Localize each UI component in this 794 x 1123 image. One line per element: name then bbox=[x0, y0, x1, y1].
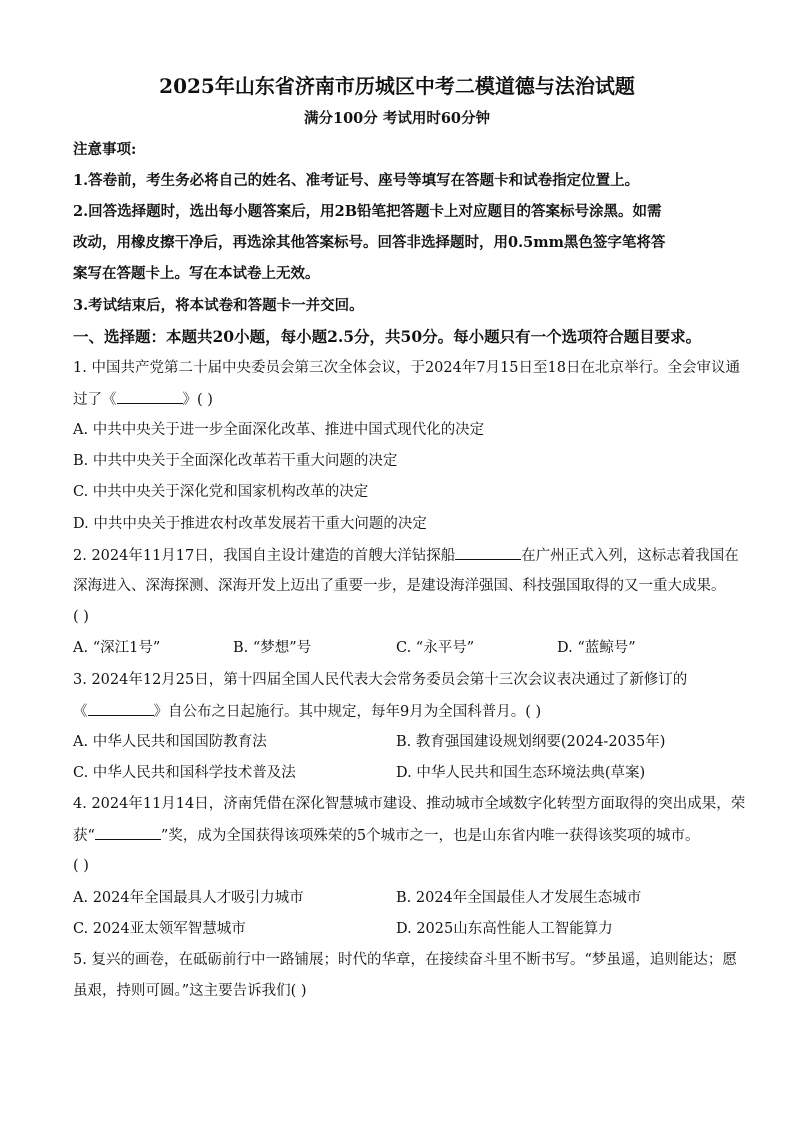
q4-option-b: B. 2024年全国最佳人才发展生态城市 bbox=[396, 890, 642, 906]
section-heading: 一、选择题：本题共20小题，每小题2.5分，共50分。每小题只有一个选项符合题目要求。 bbox=[73, 327, 702, 346]
note-item-2-line-2: 改动，用橡皮擦干净后，再选涂其他答案标号。回答非选择题时，用0.5mm黑色签字笔将答 bbox=[73, 234, 666, 251]
q4-stem-line-2 bbox=[73, 825, 700, 846]
q1-option-a: A. 中共中央关于进一步全面深化改革、推进中国式现代化的决定 bbox=[73, 422, 485, 438]
q1-option-d: D. 中共中央关于推进农村改革发展若干重大问题的决定 bbox=[73, 516, 427, 532]
q3-option-a: A. 中华人民共和国国防教育法 bbox=[73, 734, 267, 750]
q1-answer-blank bbox=[117, 389, 183, 404]
q2-stem-pre: 2. 2024年11月17日，我国自主设计建造的首艘大洋钻探船 bbox=[73, 548, 456, 564]
q4-option-a: A. 2024年全国最具人才吸引力城市 bbox=[73, 890, 304, 906]
q1-stem-line-1: 1. 中国共产党第二十届中央委员会第三次全体会议，于2024年7月15日至18日在北京举行。全会审议通 bbox=[73, 360, 740, 376]
exam-subtitle: 满分100分 考试用时60分钟 bbox=[304, 110, 490, 127]
q3-answer-blank bbox=[88, 701, 154, 716]
notes-heading: 注意事项: bbox=[73, 141, 137, 158]
q5-stem-line-1: 5. 复兴的画卷，在砥砺前行中一路铺展；时代的华章，在接续奋斗里不断书写。“梦虽遥，追则能达；愿 bbox=[73, 952, 737, 968]
q2-answer-blank bbox=[455, 545, 521, 560]
q3-stem-line-1: 3. 2024年12月25日，第十四届全国人民代表大会常务委员会第十三次会议表决通过了新修订的 bbox=[73, 672, 688, 688]
q4-answer-blank bbox=[95, 825, 161, 840]
q3-stem-pre: 《 bbox=[73, 704, 88, 720]
q1-stem-line-2 bbox=[73, 389, 213, 410]
q2-option-c: C. “永平号” bbox=[396, 640, 475, 656]
q4-option-c: C. 2024亚太领军智慧城市 bbox=[73, 921, 246, 937]
q2-stem-line-3: ( ) bbox=[73, 609, 89, 625]
q3-stem-line-2 bbox=[73, 701, 541, 722]
q3-option-b: B. 教育强国建设规划纲要(2024-2035年) bbox=[396, 734, 666, 750]
q4-stem-post: ”奖，成为全国获得该项殊荣的5个城市之一，也是山东省内唯一获得该奖项的城市。 bbox=[160, 828, 700, 844]
q2-stem-post: 在广州正式入列，这标志着我国在 bbox=[521, 548, 739, 564]
q2-stem-line-2: 深海进入、深海探测、深海开发上迈出了重要一步，是建设海洋强国、科技强国取得的又一重大成果。 bbox=[73, 578, 726, 594]
q3-stem-post: 》自公布之日起施行。其中规定，每年9月为全国科普月。( ) bbox=[153, 704, 542, 720]
q2-stem-line-1 bbox=[73, 545, 739, 566]
q2-option-a: A. “深江1号” bbox=[73, 640, 161, 656]
q3-option-c: C. 中华人民共和国科学技术普及法 bbox=[73, 765, 296, 781]
q1-stem-post: 》( ) bbox=[182, 392, 213, 408]
note-item-2-line-3: 案写在答题卡上。写在本试卷上无效。 bbox=[73, 265, 320, 282]
q4-stem-pre: 获“ bbox=[73, 828, 95, 844]
q2-option-b: B. “梦想”号 bbox=[233, 640, 312, 656]
note-item-3: 3.考试结束后，将本试卷和答题卡一并交回。 bbox=[73, 297, 364, 314]
q1-option-c: C. 中共中央关于深化党和国家机构改革的决定 bbox=[73, 484, 369, 500]
q4-stem-line-3: ( ) bbox=[73, 858, 89, 874]
q5-stem-line-2: 虽艰，持则可圆。”这主要告诉我们( ) bbox=[73, 983, 307, 999]
q2-option-d: D. “蓝鲸号” bbox=[557, 640, 636, 656]
note-item-1: 1.答卷前，考生务必将自己的姓名、准考证号、座号等填写在答题卡和试卷指定位置上。 bbox=[73, 172, 640, 189]
exam-title: 2025年山东省济南市历城区中考二模道德与法治试题 bbox=[159, 74, 635, 98]
q1-stem-pre: 过了《 bbox=[73, 392, 117, 408]
note-item-2-line-1: 2.回答选择题时，选出每小题答案后，用2B铅笔把答题卡上对应题目的答案标号涂黑。如需 bbox=[73, 203, 662, 220]
q3-option-d: D. 中华人民共和国生态环境法典(草案) bbox=[396, 765, 646, 781]
q1-option-b: B. 中共中央关于全面深化改革若干重大问题的决定 bbox=[73, 453, 398, 469]
q4-stem-line-1: 4. 2024年11月14日，济南凭借在深化智慧城市建设、推动城市全域数字化转型方面取得的突出成果，荣 bbox=[73, 796, 746, 812]
q4-option-d: D. 2025山东高性能人工智能算力 bbox=[396, 921, 613, 937]
